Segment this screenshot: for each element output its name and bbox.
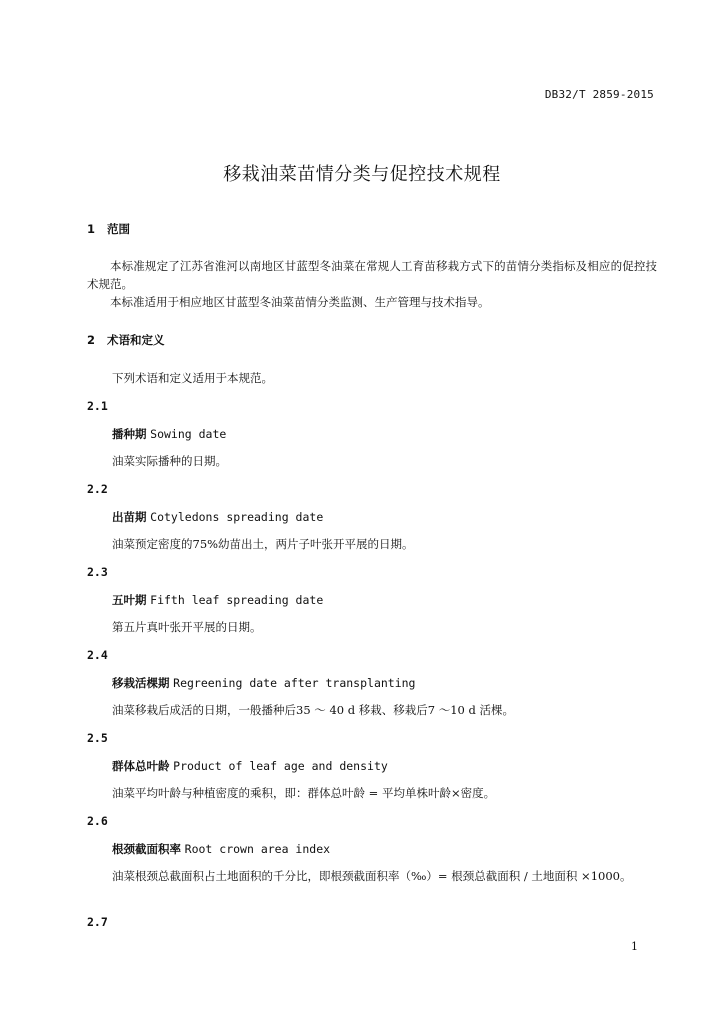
- term-en: Regreening date after transplanting: [173, 676, 416, 690]
- term-zh: 移栽活棵期: [112, 676, 170, 690]
- term-definition: 油菜实际播种的日期。: [112, 454, 227, 468]
- section-heading-scope: [87, 221, 130, 237]
- document-code: DB32/T 2859-2015: [544, 88, 654, 101]
- term-number: 2.2: [87, 482, 108, 496]
- term-heading: [112, 509, 323, 525]
- term-definition: 油菜预定密度的75%幼苗出土，两片子叶张开平展的日期。: [112, 537, 414, 551]
- term-en: Root crown area index: [184, 842, 331, 856]
- term-zh: 群体总叶龄: [112, 759, 170, 773]
- term-zh: 出苗期: [112, 510, 147, 524]
- term-zh: 五叶期: [112, 593, 147, 607]
- term-zh: 根颈截面积率: [112, 842, 181, 856]
- term-definition: 油菜移栽后成活的日期，一般播种后35 ～ 40 d 移栽、移栽后7 ～10 d 活棵。: [112, 703, 515, 717]
- page-title: 移栽油菜苗情分类与促控技术规程: [223, 164, 501, 185]
- term-number: 2.4: [87, 648, 108, 662]
- term-heading: [112, 841, 330, 857]
- term-heading: [112, 426, 226, 442]
- term-en: Sowing date: [150, 427, 227, 441]
- section-heading-terms: [87, 332, 165, 348]
- terms-intro: 下列术语和定义适用于本规范。: [112, 371, 273, 385]
- term-number: 2.7: [87, 915, 108, 929]
- term-definition: 油菜平均叶龄与种植密度的乘积，即：群体总叶龄 = 平均单株叶龄×密度。: [112, 786, 496, 800]
- section-title: 范围: [107, 222, 130, 236]
- term-heading: [112, 675, 415, 691]
- term-number: 2.3: [87, 565, 108, 579]
- term-number: 2.1: [87, 399, 108, 413]
- term-zh: 播种期: [112, 427, 147, 441]
- term-definition: 油菜根颈总截面积占土地面积的千分比，即根颈截面积率（‰）= 根颈总截面积 / 土地面积 ×1000。: [112, 869, 632, 883]
- term-heading: [112, 758, 388, 774]
- section-number: 1: [87, 222, 96, 236]
- page-number: 1: [631, 940, 638, 953]
- term-heading: [112, 592, 323, 608]
- term-number: 2.6: [87, 814, 108, 828]
- section-number: 2: [87, 333, 96, 347]
- scope-paragraph-1: 本标准规定了江苏省淮河以南地区甘蓝型冬油菜在常规人工育苗移栽方式下的苗情分类指标及相应的促控技术规范。: [87, 259, 657, 291]
- term-number: 2.5: [87, 731, 108, 745]
- section-title: 术语和定义: [107, 333, 165, 347]
- term-definition: 第五片真叶张开平展的日期。: [112, 620, 262, 634]
- term-en: Product of leaf age and density: [173, 759, 388, 773]
- term-en: Cotyledons spreading date: [150, 510, 324, 524]
- term-en: Fifth leaf spreading date: [150, 593, 324, 607]
- scope-paragraph-2: 本标准适用于相应地区甘蓝型冬油菜苗情分类监测、生产管理与技术指导。: [110, 295, 490, 309]
